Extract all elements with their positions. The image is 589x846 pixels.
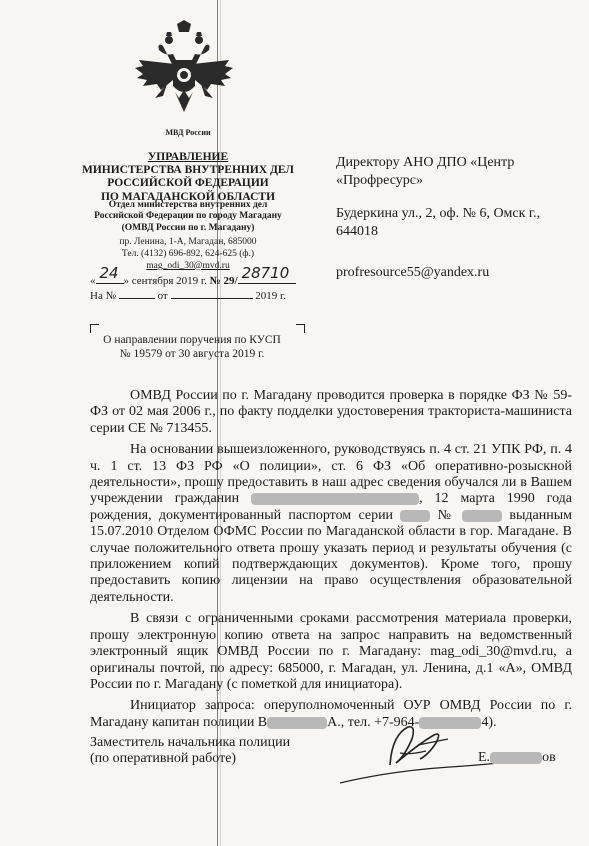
recipient-email: profresource55@yandex.ru	[336, 265, 490, 280]
recipient-line: «Профресурс»	[336, 172, 423, 188]
redacted-initiator-name	[267, 717, 327, 729]
issuer-phone: Тел. (4132) 696-892, 624-625 (ф.)	[121, 248, 255, 259]
handwritten-number: 28710	[241, 264, 290, 282]
recipient-address-line: Будеркина ул., 2, оф. № 6, Омск г.,	[336, 206, 541, 221]
issuer-email-link[interactable]: mag_odi_30@mvd.ru	[146, 260, 230, 271]
issuer-title-line: УПРАВЛЕНИЕ	[147, 151, 229, 163]
recipient-block	[336, 154, 566, 189]
subject-bracket-right	[296, 324, 305, 333]
signatory-position	[90, 735, 330, 768]
double-headed-eagle-emblem-icon	[133, 20, 235, 120]
reply-number-field	[119, 288, 155, 299]
issuer-title-line: РОССИЙСКОЙ ФЕДЕРАЦИИ	[107, 177, 269, 190]
quote-close: »	[123, 275, 129, 287]
subject-bracket-left	[90, 324, 99, 333]
signer-prefix: Е.	[478, 750, 491, 765]
paragraph-request	[90, 442, 572, 606]
issuer-title	[78, 151, 298, 204]
paragraph-check: ОМВД России по г. Магадану проводится проверка в порядке ФЗ № 59-ФЗ от 02 мая 2006 г., по факту подделки удостоверения тракториста-машиниста серии СЕ № 713455.	[90, 388, 572, 436]
initiator-text-c: 4).	[481, 714, 497, 730]
reply-label: На №	[90, 290, 117, 302]
ministry-label: МВД России	[165, 128, 211, 137]
reply-date-field	[171, 288, 253, 299]
request-text-a: На основании вышеизложенного, руководствуясь п. 4 ст. 21 УПК РФ, п. 4 ч. 1 ст. 13 ФЗ РФ «О полиции», ст. 6 ФЗ «Об оперативно-розыскной деятельности», прошу предоставить в наш адрес сведения обучался ли в Вашем учреждении гражданин	[90, 442, 572, 507]
issuer-title-line: МИНИСТЕРСТВА ВНУТРЕННИХ ДЕЛ	[81, 164, 295, 177]
signer-suffix: ов	[542, 750, 556, 765]
department-line: Российской Федерации по городу Магадану	[94, 211, 282, 222]
request-text-c: №	[437, 507, 455, 523]
redacted-signer-name	[490, 752, 542, 764]
redacted-name	[251, 493, 419, 505]
letter-body	[90, 388, 572, 736]
initiator-text-b: А., тел. +7-964-	[327, 714, 420, 730]
redacted-passport-number	[462, 510, 502, 522]
day-field	[96, 264, 124, 284]
department-line: Отдел министерства внутренних дел	[108, 200, 268, 210]
signer-name	[478, 750, 556, 766]
reply-row	[90, 288, 320, 303]
issuer-address: пр. Ленина, 1-А, Магадан, 685000	[119, 237, 257, 247]
issuer-department	[78, 200, 298, 234]
recipient-line: Директору АНО ДПО «Центр	[336, 155, 515, 170]
month-year: сентября 2019 г.	[131, 275, 207, 287]
position-line: (по оперативной работе)	[90, 751, 237, 767]
redacted-passport-series	[400, 510, 430, 522]
department-line: (ОМВД России по г. Магадану)	[121, 222, 255, 233]
initiator-text-a: Инициатор запроса: оперуполномоченный ОУР ОМВД России по г. Магадану капитан полиции В	[90, 698, 572, 730]
issuer-title-line: ПО МАГАДАНСКОЙ ОБЛАСТИ	[100, 190, 276, 203]
reply-from: от	[157, 290, 168, 302]
subject-line: № 19579 от 30 августа 2019 г.	[119, 348, 265, 361]
handwritten-signature	[330, 705, 500, 795]
recipient-address	[336, 205, 566, 240]
position-line: Заместитель начальника полиции	[90, 735, 291, 750]
number-prefix: № 29/	[209, 275, 238, 287]
request-text-d: выданным 15.07.2010 Отделом ОФМС России по Магаданской области в гор. Магадане. В случае положительного ответа прошу указать период и результаты обучения (с приложением копий подтверждающих документов). Кроме того, прошу предоставить копию лицензии на право осуществления образовательной деятельности.	[90, 507, 572, 605]
subject	[92, 333, 292, 362]
paragraph-reply-instructions: В связи с ограниченными сроками рассмотрения материала проверки, прошу электронную копию ответа на запрос направить на ведомственный электронный ящик ОМВД России по г. Магадану: mag_odi_30@mvd.ru, а оригиналы почтой, по адресу: 685000, г. Магадан, ул. Ленина, д.1 «А», ОМВД России по г. Магадану (с пометкой для инициатора).	[90, 611, 572, 692]
subject-line: О направлении поручения по КУСП	[103, 334, 281, 346]
request-text-b: , 12 марта 1990 года рождения, документированный паспортом серии	[90, 491, 573, 523]
quote-open: «	[90, 275, 96, 287]
recipient-address-line: 644018	[336, 223, 378, 239]
number-field	[238, 264, 296, 284]
handwritten-day: 24	[99, 264, 119, 282]
reply-year: 2019 г.	[255, 290, 287, 302]
